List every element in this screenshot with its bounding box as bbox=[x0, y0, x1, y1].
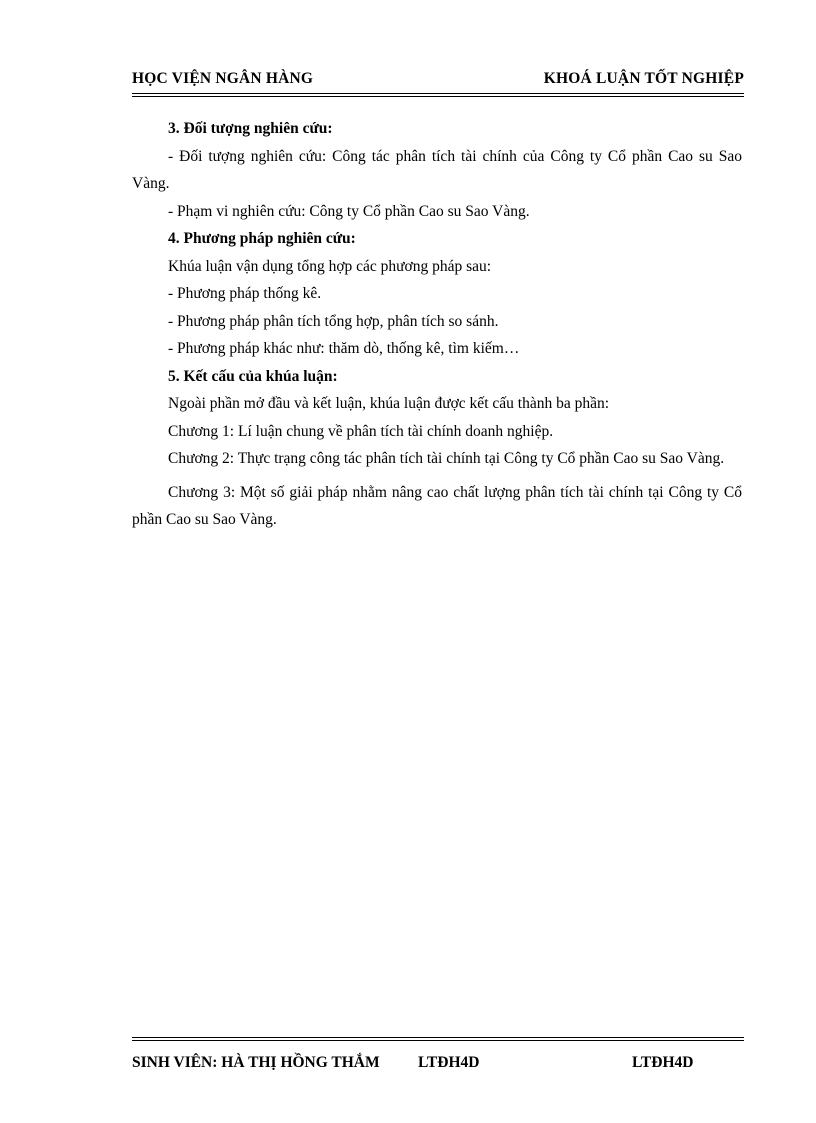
list-item-method-analysis: - Phương pháp phân tích tổng hợp, phân tích so sánh. bbox=[168, 312, 499, 330]
footer-class-code-2: LTĐH4D bbox=[632, 1054, 694, 1071]
chapter-3-summary: Chương 3: Một số giải pháp nhằm nâng cao chất lượng phân tích tài chính tại Công ty Cổ phần Cao su Sao Vàng. bbox=[132, 483, 742, 528]
section-heading-research-object: 3. Đối tượng nghiên cứu: bbox=[168, 120, 333, 137]
paragraph-structure-intro: Ngoài phần mở đầu và kết luận, khúa luận được kết cấu thành ba phần: bbox=[168, 395, 610, 412]
chapter-2-summary: Chương 2: Thực trạng công tác phân tích tài chính tại Công ty Cổ phần Cao su Sao Vàng. bbox=[168, 450, 725, 467]
header-doc-type: KHOÁ LUẬN TỐT NGHIỆP bbox=[543, 70, 744, 87]
paragraph-research-object: - Đối tượng nghiên cứu: Công tác phân tích tài chính của Công ty Cổ phần Cao su Sao Vàng. bbox=[132, 147, 742, 192]
footer-student-name: SINH VIÊN: HÀ THỊ HỒNG THẮM bbox=[132, 1054, 380, 1071]
list-item-method-other: - Phương pháp khác như: thăm dò, thống kê, tìm kiếm… bbox=[168, 340, 520, 357]
header-institution: HỌC VIỆN NGÂN HÀNG bbox=[132, 70, 314, 87]
footer-divider bbox=[132, 1037, 744, 1041]
footer-class-code-1: LTĐH4D bbox=[418, 1054, 480, 1071]
page-footer bbox=[132, 1054, 744, 1076]
page-header bbox=[132, 70, 744, 92]
document-body bbox=[132, 115, 742, 534]
header-divider bbox=[132, 93, 744, 97]
list-item-method-statistics: - Phương pháp thống kê. bbox=[168, 285, 322, 302]
section-heading-research-method: 4. Phương pháp nghiên cứu: bbox=[168, 230, 356, 247]
paragraph-method-intro: Khúa luận vận dụng tổng hợp các phương pháp sau: bbox=[168, 257, 492, 275]
chapter-1-summary: Chương 1: Lí luận chung về phân tích tài chính doanh nghiệp. bbox=[168, 422, 554, 440]
section-heading-structure: 5. Kết cấu của khúa luận: bbox=[168, 367, 338, 385]
paragraph-research-scope: - Phạm vi nghiên cứu: Công ty Cổ phần Cao su Sao Vàng. bbox=[168, 202, 530, 220]
